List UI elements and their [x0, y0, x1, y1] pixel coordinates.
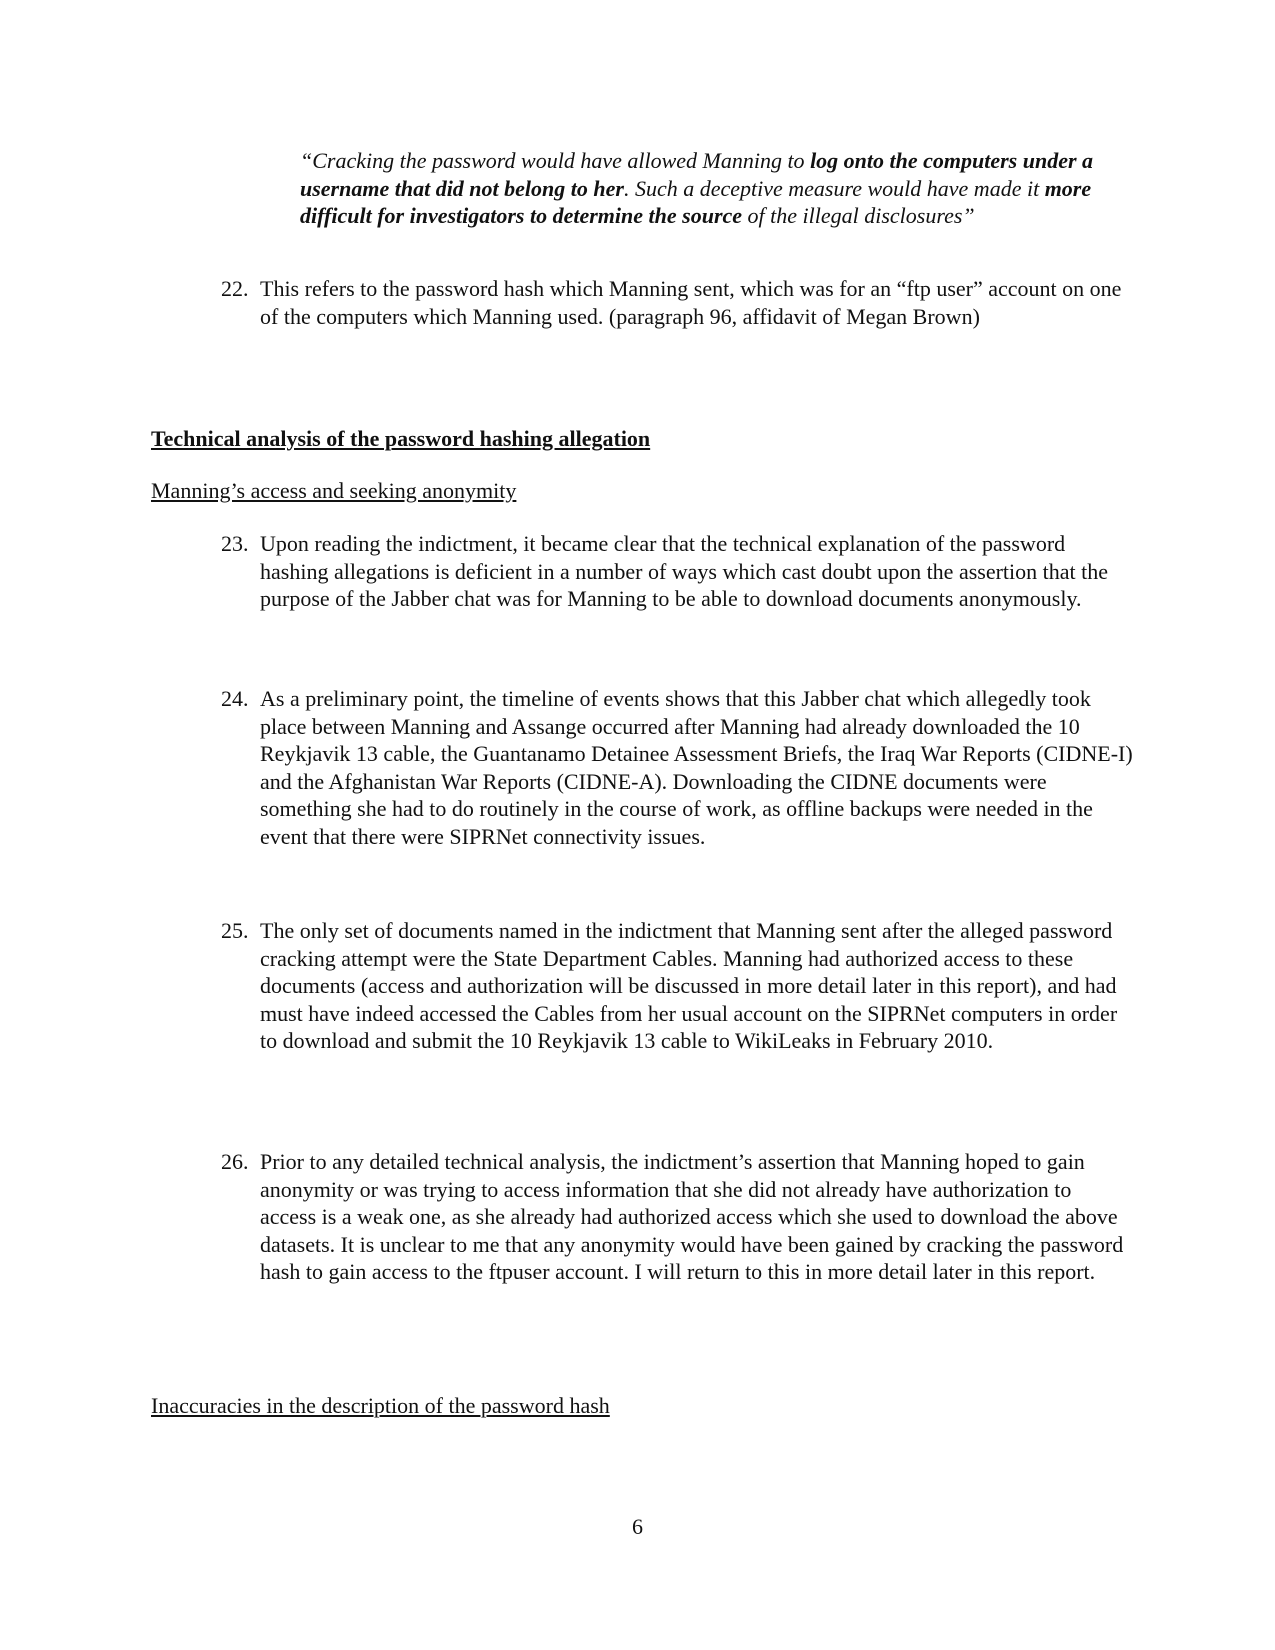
paragraph-23 [221, 530, 1133, 613]
subheading-access: Manning’s access and seeking anonymity [151, 478, 517, 503]
paragraph-number: 26. [221, 1149, 249, 1174]
quote-text-1: “Cracking the password would have allowed Manning to [300, 148, 811, 173]
quote-bold-2: more difficult for investigators to determine the source [300, 175, 1092, 228]
paragraph-22 [221, 275, 1133, 330]
paragraph-number: 23. [221, 531, 249, 556]
quote-text-3: of the illegal disclosures” [742, 203, 975, 228]
paragraph-number: 25. [221, 918, 249, 943]
paragraph-24 [221, 685, 1133, 850]
quote-bold-1: log onto the computers under a username that did not belong to her [300, 148, 1094, 201]
page-number: 6 [632, 1514, 643, 1539]
block-quote [300, 147, 1130, 230]
subheading-inaccuracies: Inaccuracies in the description of the password hash [151, 1393, 610, 1418]
paragraph-number: 22. [221, 276, 249, 301]
paragraph-26 [221, 1148, 1133, 1286]
paragraph-25 [221, 917, 1133, 1055]
paragraph-text: This refers to the password hash which Manning sent, which was for an “ftp user” account on one of the computers which Manning used. (paragraph 96, affidavit of Megan Brown) [260, 276, 1122, 329]
section-heading: Technical analysis of the password hashing allegation [151, 426, 651, 451]
paragraph-text: The only set of documents named in the indictment that Manning sent after the alleged password cracking attempt were the State Department Cables. Manning had authorized access to these documents (access and authorization will be discussed in more detail later in this report), and had must have indeed accessed the Cables from her usual account on the SIPRNet computers in order to download and submit the 10 Reykjavik 13 cable to WikiLeaks in February 2010. [260, 918, 1118, 1053]
quote-text-2: . Such a deceptive measure would have made it [623, 175, 1045, 201]
paragraph-number: 24. [221, 686, 249, 711]
paragraph-text: Prior to any detailed technical analysis, the indictment’s assertion that Manning hoped to gain anonymity or was trying to access information that she did not already have authorization to access is a weak one, as she already had authorized access which she used to download the above datasets. It is unclear to me that any anonymity would have been gained by cracking the password hash to gain access to the ftpuser account. I will return to this in more detail later in this report. [260, 1149, 1124, 1284]
paragraph-text: As a preliminary point, the timeline of events shows that this Jabber chat which allegedly took place between Manning and Assange occurred after Manning had already downloaded the 10 Reykjavik 13 cable, the Guantanamo Detainee Assessment Briefs, the Iraq War Reports (CIDNE-I) and the Afghanistan War Reports (CIDNE-A). Downloading the CIDNE documents were something she had to do routinely in the course of work, as offline backups were needed in the event that there were SIPRNet connectivity issues. [260, 686, 1133, 849]
paragraph-text: Upon reading the indictment, it became clear that the technical explanation of the password hashing allegations is deficient in a number of ways which cast doubt upon the assertion that the purpose of the Jabber chat was for Manning to be able to download documents anonymously. [260, 531, 1109, 611]
